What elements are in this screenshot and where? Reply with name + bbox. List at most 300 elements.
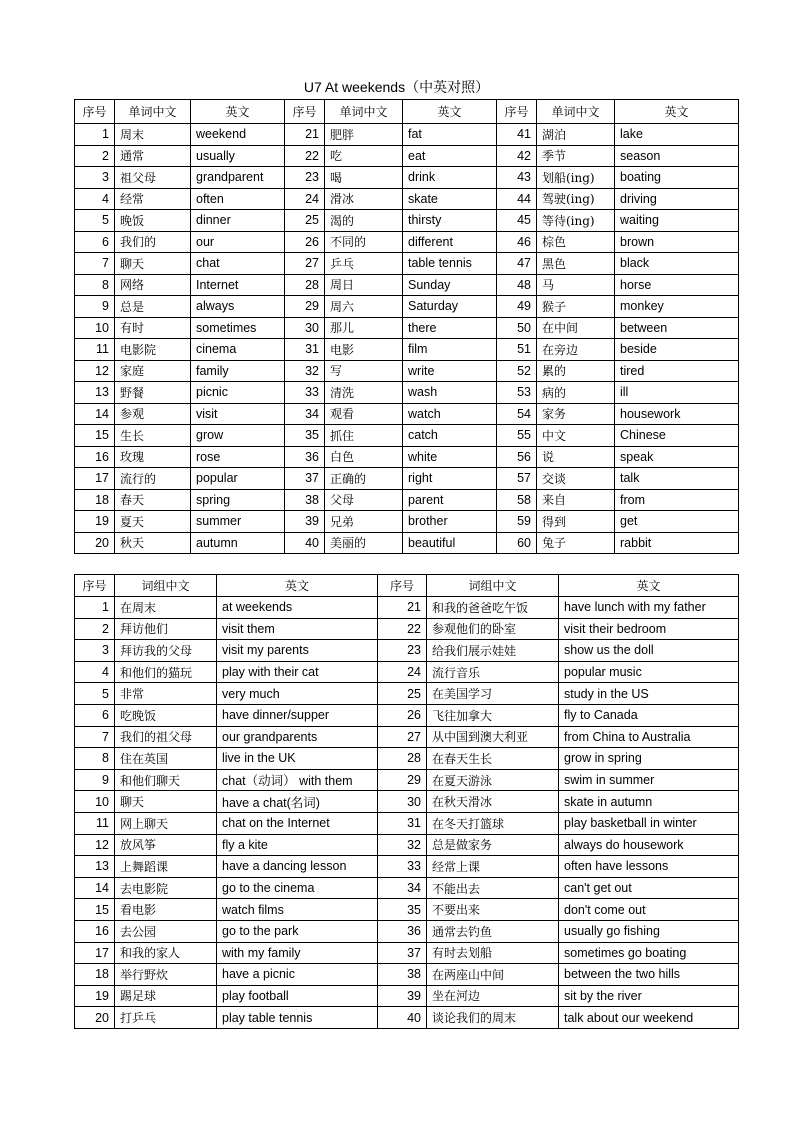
vocab-index-cell: 31 <box>285 339 325 361</box>
phrase-index-cell: 27 <box>378 726 427 748</box>
vocab-index-cell: 56 <box>497 446 537 468</box>
phrase-chinese-cell: 拜访我的父母 <box>115 640 217 662</box>
phrase-chinese-cell: 谈论我们的周末 <box>427 1007 559 1029</box>
phrase-chinese-cell: 流行音乐 <box>427 661 559 683</box>
vocab-chinese-cell: 病的 <box>537 382 615 404</box>
vocab-index-cell: 34 <box>285 403 325 425</box>
vocab-index-cell: 18 <box>75 489 115 511</box>
vocab-chinese-cell: 春天 <box>115 489 191 511</box>
phrase-english-cell: with my family <box>217 942 378 964</box>
vocab-english-cell: weekend <box>191 124 285 146</box>
phrase-english-cell: at weekends <box>217 597 378 619</box>
vocab-chinese-cell: 猴子 <box>537 296 615 318</box>
vocab-english-cell: talk <box>615 468 739 490</box>
phrase-english-cell: sometimes go boating <box>559 942 739 964</box>
vocab-chinese-cell: 喝 <box>325 167 403 189</box>
vocab-index-cell: 26 <box>285 231 325 253</box>
phrase-index-cell: 14 <box>75 877 115 899</box>
vocab-index-cell: 30 <box>285 317 325 339</box>
vocab-index-cell: 47 <box>497 253 537 275</box>
phrase-chinese-cell: 在夏天游泳 <box>427 769 559 791</box>
phrase-chinese-cell: 吃晚饭 <box>115 704 217 726</box>
vocab-index-cell: 57 <box>497 468 537 490</box>
phrase-row <box>75 640 739 662</box>
phrase-chinese-cell: 在春天生长 <box>427 748 559 770</box>
phrase-index-cell: 16 <box>75 920 115 942</box>
vocab-index-cell: 48 <box>497 274 537 296</box>
vocab-index-cell: 2 <box>75 145 115 167</box>
vocab-index-cell: 55 <box>497 425 537 447</box>
phrase-chinese-cell: 网上聊天 <box>115 812 217 834</box>
vocab-english-cell: usually <box>191 145 285 167</box>
phrase-index-cell: 26 <box>378 704 427 726</box>
vocab-english-cell: eat <box>403 145 497 167</box>
vocab-chinese-cell: 说 <box>537 446 615 468</box>
phrase-index-cell: 24 <box>378 661 427 683</box>
vocab-english-cell: tired <box>615 360 739 382</box>
vocab-chinese-cell: 周六 <box>325 296 403 318</box>
phrase-index-cell: 5 <box>75 683 115 705</box>
phrase-english-cell: usually go fishing <box>559 920 739 942</box>
vocab-english-cell: right <box>403 468 497 490</box>
vocab-index-cell: 22 <box>285 145 325 167</box>
vocab-chinese-cell: 家务 <box>537 403 615 425</box>
vocab-english-cell: Internet <box>191 274 285 296</box>
vocab-index-cell: 4 <box>75 188 115 210</box>
phrase-header-row <box>75 575 739 597</box>
phrase-index-cell: 19 <box>75 985 115 1007</box>
vocab-chinese-cell: 野餐 <box>115 382 191 404</box>
vocab-english-cell: Sunday <box>403 274 497 296</box>
vocab-row <box>75 317 739 339</box>
vocab-english-cell: dinner <box>191 210 285 232</box>
vocab-english-cell: fat <box>403 124 497 146</box>
vocab-chinese-cell: 聊天 <box>115 253 191 275</box>
vocab-chinese-cell: 电影 <box>325 339 403 361</box>
phrase-header-cell: 词组中文 <box>115 575 217 597</box>
vocab-english-cell: cinema <box>191 339 285 361</box>
phrase-english-cell: skate in autumn <box>559 791 739 813</box>
vocab-row <box>75 489 739 511</box>
phrase-english-cell: grow in spring <box>559 748 739 770</box>
vocab-chinese-cell: 晚饭 <box>115 210 191 232</box>
vocab-index-cell: 41 <box>497 124 537 146</box>
phrase-english-cell: can't get out <box>559 877 739 899</box>
phrase-chinese-cell: 上舞蹈课 <box>115 856 217 878</box>
vocab-row <box>75 532 739 554</box>
phrase-chinese-cell: 非常 <box>115 683 217 705</box>
vocab-header-cell: 单词中文 <box>325 100 403 124</box>
phrase-row <box>75 726 739 748</box>
vocab-row <box>75 425 739 447</box>
vocab-index-cell: 40 <box>285 532 325 554</box>
vocab-index-cell: 59 <box>497 511 537 533</box>
phrase-chinese-cell: 有时去划船 <box>427 942 559 964</box>
phrase-index-cell: 3 <box>75 640 115 662</box>
phrase-row <box>75 791 739 813</box>
vocab-row <box>75 124 739 146</box>
vocab-row <box>75 296 739 318</box>
vocab-index-cell: 21 <box>285 124 325 146</box>
phrase-row <box>75 920 739 942</box>
vocab-chinese-cell: 那儿 <box>325 317 403 339</box>
phrase-english-cell: show us the doll <box>559 640 739 662</box>
phrase-chinese-cell: 去电影院 <box>115 877 217 899</box>
vocab-english-cell: picnic <box>191 382 285 404</box>
vocab-chinese-cell: 总是 <box>115 296 191 318</box>
vocab-index-cell: 7 <box>75 253 115 275</box>
vocab-row <box>75 274 739 296</box>
vocab-index-cell: 5 <box>75 210 115 232</box>
phrase-english-cell: don't come out <box>559 899 739 921</box>
phrase-english-cell: go to the cinema <box>217 877 378 899</box>
phrase-english-cell: go to the park <box>217 920 378 942</box>
vocab-english-cell: rabbit <box>615 532 739 554</box>
phrase-chinese-cell: 从中国到澳大利亚 <box>427 726 559 748</box>
vocab-english-cell: autumn <box>191 532 285 554</box>
vocab-english-cell: family <box>191 360 285 382</box>
vocab-index-cell: 42 <box>497 145 537 167</box>
vocab-chinese-cell: 得到 <box>537 511 615 533</box>
phrase-english-cell: very much <box>217 683 378 705</box>
vocab-english-cell: grow <box>191 425 285 447</box>
vocab-chinese-cell: 肥胖 <box>325 124 403 146</box>
phrase-chinese-cell: 在冬天打篮球 <box>427 812 559 834</box>
phrase-english-cell: play football <box>217 985 378 1007</box>
vocab-english-cell: film <box>403 339 497 361</box>
vocab-english-cell: catch <box>403 425 497 447</box>
phrase-english-cell: have lunch with my father <box>559 597 739 619</box>
phrase-chinese-cell: 看电影 <box>115 899 217 921</box>
vocab-index-cell: 15 <box>75 425 115 447</box>
vocab-english-cell: Saturday <box>403 296 497 318</box>
vocab-english-cell: waiting <box>615 210 739 232</box>
phrase-english-cell: chat（动词） with them <box>217 769 378 791</box>
phrase-index-cell: 11 <box>75 812 115 834</box>
vocab-english-cell: horse <box>615 274 739 296</box>
vocab-header-cell: 序号 <box>75 100 115 124</box>
vocab-chinese-cell: 不同的 <box>325 231 403 253</box>
vocab-english-cell: grandparent <box>191 167 285 189</box>
phrase-row <box>75 834 739 856</box>
vocab-chinese-cell: 秋天 <box>115 532 191 554</box>
vocab-index-cell: 52 <box>497 360 537 382</box>
vocab-chinese-cell: 祖父母 <box>115 167 191 189</box>
phrase-chinese-cell: 打乒乓 <box>115 1007 217 1029</box>
phrase-row <box>75 748 739 770</box>
vocab-english-cell: chat <box>191 253 285 275</box>
phrase-english-cell: have a picnic <box>217 964 378 986</box>
phrase-english-cell: have a dancing lesson <box>217 856 378 878</box>
phrase-chinese-cell: 在两座山中间 <box>427 964 559 986</box>
phrase-english-cell: play with their cat <box>217 661 378 683</box>
vocab-header-cell: 单词中文 <box>115 100 191 124</box>
vocab-index-cell: 36 <box>285 446 325 468</box>
vocab-english-cell: there <box>403 317 497 339</box>
vocab-chinese-cell: 渴的 <box>325 210 403 232</box>
vocab-index-cell: 14 <box>75 403 115 425</box>
vocab-chinese-cell: 周日 <box>325 274 403 296</box>
vocab-english-cell: write <box>403 360 497 382</box>
vocab-index-cell: 46 <box>497 231 537 253</box>
vocab-index-cell: 33 <box>285 382 325 404</box>
vocab-chinese-cell: 父母 <box>325 489 403 511</box>
vocab-english-cell: beside <box>615 339 739 361</box>
vocab-english-cell: thirsty <box>403 210 497 232</box>
vocab-row <box>75 253 739 275</box>
vocab-english-cell: Chinese <box>615 425 739 447</box>
vocab-index-cell: 20 <box>75 532 115 554</box>
vocab-index-cell: 45 <box>497 210 537 232</box>
phrase-index-cell: 28 <box>378 748 427 770</box>
phrase-row <box>75 704 739 726</box>
vocab-index-cell: 27 <box>285 253 325 275</box>
phrase-english-cell: popular music <box>559 661 739 683</box>
vocab-index-cell: 44 <box>497 188 537 210</box>
phrase-index-cell: 29 <box>378 769 427 791</box>
phrase-chinese-cell: 飞往加拿大 <box>427 704 559 726</box>
phrase-chinese-cell: 和我的家人 <box>115 942 217 964</box>
vocab-chinese-cell: 通常 <box>115 145 191 167</box>
phrase-row <box>75 877 739 899</box>
vocab-chinese-cell: 来自 <box>537 489 615 511</box>
vocab-english-cell: summer <box>191 511 285 533</box>
vocab-chinese-cell: 乒乓 <box>325 253 403 275</box>
vocab-english-cell: driving <box>615 188 739 210</box>
phrase-index-cell: 1 <box>75 597 115 619</box>
phrase-index-cell: 32 <box>378 834 427 856</box>
phrase-english-cell: always do housework <box>559 834 739 856</box>
vocab-row <box>75 339 739 361</box>
phrase-index-cell: 30 <box>378 791 427 813</box>
vocab-chinese-cell: 兄弟 <box>325 511 403 533</box>
vocab-chinese-cell: 黑色 <box>537 253 615 275</box>
phrase-row <box>75 985 739 1007</box>
vocab-english-cell: watch <box>403 403 497 425</box>
phrase-chinese-cell: 参观他们的卧室 <box>427 618 559 640</box>
phrase-english-cell: between the two hills <box>559 964 739 986</box>
vocab-chinese-cell: 生长 <box>115 425 191 447</box>
vocab-english-cell: monkey <box>615 296 739 318</box>
vocab-chinese-cell: 在中间 <box>537 317 615 339</box>
vocab-chinese-cell: 滑冰 <box>325 188 403 210</box>
vocab-chinese-cell: 我们的 <box>115 231 191 253</box>
vocab-index-cell: 54 <box>497 403 537 425</box>
phrase-header-cell: 英文 <box>217 575 378 597</box>
phrase-chinese-cell: 不要出来 <box>427 899 559 921</box>
vocab-row <box>75 403 739 425</box>
vocab-row <box>75 145 739 167</box>
phrase-index-cell: 18 <box>75 964 115 986</box>
vocab-chinese-cell: 流行的 <box>115 468 191 490</box>
vocab-index-cell: 49 <box>497 296 537 318</box>
vocab-english-cell: from <box>615 489 739 511</box>
vocab-row <box>75 382 739 404</box>
vocab-header-cell: 英文 <box>615 100 739 124</box>
vocab-row <box>75 210 739 232</box>
vocab-index-cell: 60 <box>497 532 537 554</box>
vocab-english-cell: beautiful <box>403 532 497 554</box>
vocab-index-cell: 10 <box>75 317 115 339</box>
vocab-index-cell: 8 <box>75 274 115 296</box>
vocab-header-cell: 英文 <box>191 100 285 124</box>
vocab-english-cell: always <box>191 296 285 318</box>
phrase-index-cell: 21 <box>378 597 427 619</box>
phrase-index-cell: 17 <box>75 942 115 964</box>
vocab-index-cell: 24 <box>285 188 325 210</box>
phrase-index-cell: 8 <box>75 748 115 770</box>
vocab-index-cell: 1 <box>75 124 115 146</box>
vocab-chinese-cell: 有时 <box>115 317 191 339</box>
vocab-english-cell: sometimes <box>191 317 285 339</box>
vocab-chinese-cell: 兔子 <box>537 532 615 554</box>
phrase-index-cell: 34 <box>378 877 427 899</box>
vocab-index-cell: 25 <box>285 210 325 232</box>
vocab-english-cell: our <box>191 231 285 253</box>
phrase-table <box>74 574 739 1029</box>
phrase-header-cell: 序号 <box>378 575 427 597</box>
page-title: U7 At weekends（中英对照） <box>303 79 490 95</box>
phrase-header-cell: 序号 <box>75 575 115 597</box>
phrase-chinese-cell: 和他们的猫玩 <box>115 661 217 683</box>
vocab-chinese-cell: 网络 <box>115 274 191 296</box>
phrase-chinese-cell: 和我的爸爸吃午饭 <box>427 597 559 619</box>
vocab-index-cell: 38 <box>285 489 325 511</box>
vocab-english-cell: table tennis <box>403 253 497 275</box>
phrase-chinese-cell: 我们的祖父母 <box>115 726 217 748</box>
vocab-row <box>75 446 739 468</box>
vocab-index-cell: 17 <box>75 468 115 490</box>
vocab-header-cell: 英文 <box>403 100 497 124</box>
phrase-index-cell: 20 <box>75 1007 115 1029</box>
vocab-english-cell: wash <box>403 382 497 404</box>
phrase-chinese-cell: 放风筝 <box>115 834 217 856</box>
vocab-chinese-cell: 等待(ing) <box>537 210 615 232</box>
vocab-english-cell: parent <box>403 489 497 511</box>
phrase-english-cell: our grandparents <box>217 726 378 748</box>
phrase-chinese-cell: 住在英国 <box>115 748 217 770</box>
vocab-chinese-cell: 季节 <box>537 145 615 167</box>
phrase-english-cell: talk about our weekend <box>559 1007 739 1029</box>
phrase-english-cell: have dinner/supper <box>217 704 378 726</box>
vocab-row <box>75 468 739 490</box>
vocab-index-cell: 29 <box>285 296 325 318</box>
vocab-chinese-cell: 夏天 <box>115 511 191 533</box>
vocab-chinese-cell: 清洗 <box>325 382 403 404</box>
vocab-english-cell: speak <box>615 446 739 468</box>
phrase-index-cell: 2 <box>75 618 115 640</box>
phrase-index-cell: 4 <box>75 661 115 683</box>
phrase-english-cell: play basketball in winter <box>559 812 739 834</box>
phrase-index-cell: 12 <box>75 834 115 856</box>
vocab-english-cell: lake <box>615 124 739 146</box>
phrase-row <box>75 661 739 683</box>
vocab-index-cell: 16 <box>75 446 115 468</box>
vocab-chinese-cell: 美丽的 <box>325 532 403 554</box>
vocab-row <box>75 511 739 533</box>
vocab-english-cell: between <box>615 317 739 339</box>
vocab-chinese-cell: 白色 <box>325 446 403 468</box>
phrase-index-cell: 33 <box>378 856 427 878</box>
phrase-english-cell: often have lessons <box>559 856 739 878</box>
vocab-chinese-cell: 吃 <box>325 145 403 167</box>
vocab-index-cell: 6 <box>75 231 115 253</box>
vocab-chinese-cell: 在旁边 <box>537 339 615 361</box>
vocab-chinese-cell: 交谈 <box>537 468 615 490</box>
vocab-index-cell: 50 <box>497 317 537 339</box>
vocabulary-table <box>74 99 739 554</box>
phrase-english-cell: live in the UK <box>217 748 378 770</box>
vocab-chinese-cell: 正确的 <box>325 468 403 490</box>
phrase-chinese-cell: 在周末 <box>115 597 217 619</box>
vocabulary-header-row <box>75 100 739 124</box>
phrase-english-cell: have a chat(名词) <box>217 791 378 813</box>
vocab-english-cell: boating <box>615 167 739 189</box>
vocab-row <box>75 188 739 210</box>
vocab-chinese-cell: 中文 <box>537 425 615 447</box>
phrase-header-cell: 词组中文 <box>427 575 559 597</box>
vocab-english-cell: white <box>403 446 497 468</box>
phrase-chinese-cell: 经常上课 <box>427 856 559 878</box>
phrase-chinese-cell: 踢足球 <box>115 985 217 1007</box>
vocab-chinese-cell: 参观 <box>115 403 191 425</box>
phrase-row <box>75 769 739 791</box>
vocab-index-cell: 58 <box>497 489 537 511</box>
vocab-chinese-cell: 周末 <box>115 124 191 146</box>
vocab-index-cell: 43 <box>497 167 537 189</box>
vocab-index-cell: 35 <box>285 425 325 447</box>
vocab-english-cell: brother <box>403 511 497 533</box>
vocab-english-cell: rose <box>191 446 285 468</box>
vocab-index-cell: 9 <box>75 296 115 318</box>
phrase-chinese-cell: 在秋天滑冰 <box>427 791 559 813</box>
phrase-index-cell: 7 <box>75 726 115 748</box>
vocab-index-cell: 32 <box>285 360 325 382</box>
vocab-index-cell: 3 <box>75 167 115 189</box>
phrase-index-cell: 39 <box>378 985 427 1007</box>
phrase-row <box>75 899 739 921</box>
vocab-index-cell: 11 <box>75 339 115 361</box>
vocab-english-cell: skate <box>403 188 497 210</box>
phrase-index-cell: 10 <box>75 791 115 813</box>
vocab-header-cell: 单词中文 <box>537 100 615 124</box>
phrase-row <box>75 856 739 878</box>
vocab-index-cell: 13 <box>75 382 115 404</box>
phrase-chinese-cell: 在美国学习 <box>427 683 559 705</box>
vocab-row <box>75 231 739 253</box>
vocab-index-cell: 53 <box>497 382 537 404</box>
vocab-chinese-cell: 玫瑰 <box>115 446 191 468</box>
phrase-chinese-cell: 总是做家务 <box>427 834 559 856</box>
phrase-header-cell: 英文 <box>559 575 739 597</box>
phrase-english-cell: study in the US <box>559 683 739 705</box>
phrase-english-cell: play table tennis <box>217 1007 378 1029</box>
vocab-english-cell: popular <box>191 468 285 490</box>
vocab-chinese-cell: 抓住 <box>325 425 403 447</box>
phrase-chinese-cell: 聊天 <box>115 791 217 813</box>
phrase-index-cell: 31 <box>378 812 427 834</box>
vocab-english-cell: different <box>403 231 497 253</box>
vocab-chinese-cell: 划船(ing) <box>537 167 615 189</box>
vocab-chinese-cell: 写 <box>325 360 403 382</box>
vocab-index-cell: 39 <box>285 511 325 533</box>
phrase-english-cell: chat on the Internet <box>217 812 378 834</box>
phrase-english-cell: visit my parents <box>217 640 378 662</box>
vocab-english-cell: often <box>191 188 285 210</box>
phrase-english-cell: from China to Australia <box>559 726 739 748</box>
vocab-chinese-cell: 经常 <box>115 188 191 210</box>
vocab-chinese-cell: 棕色 <box>537 231 615 253</box>
